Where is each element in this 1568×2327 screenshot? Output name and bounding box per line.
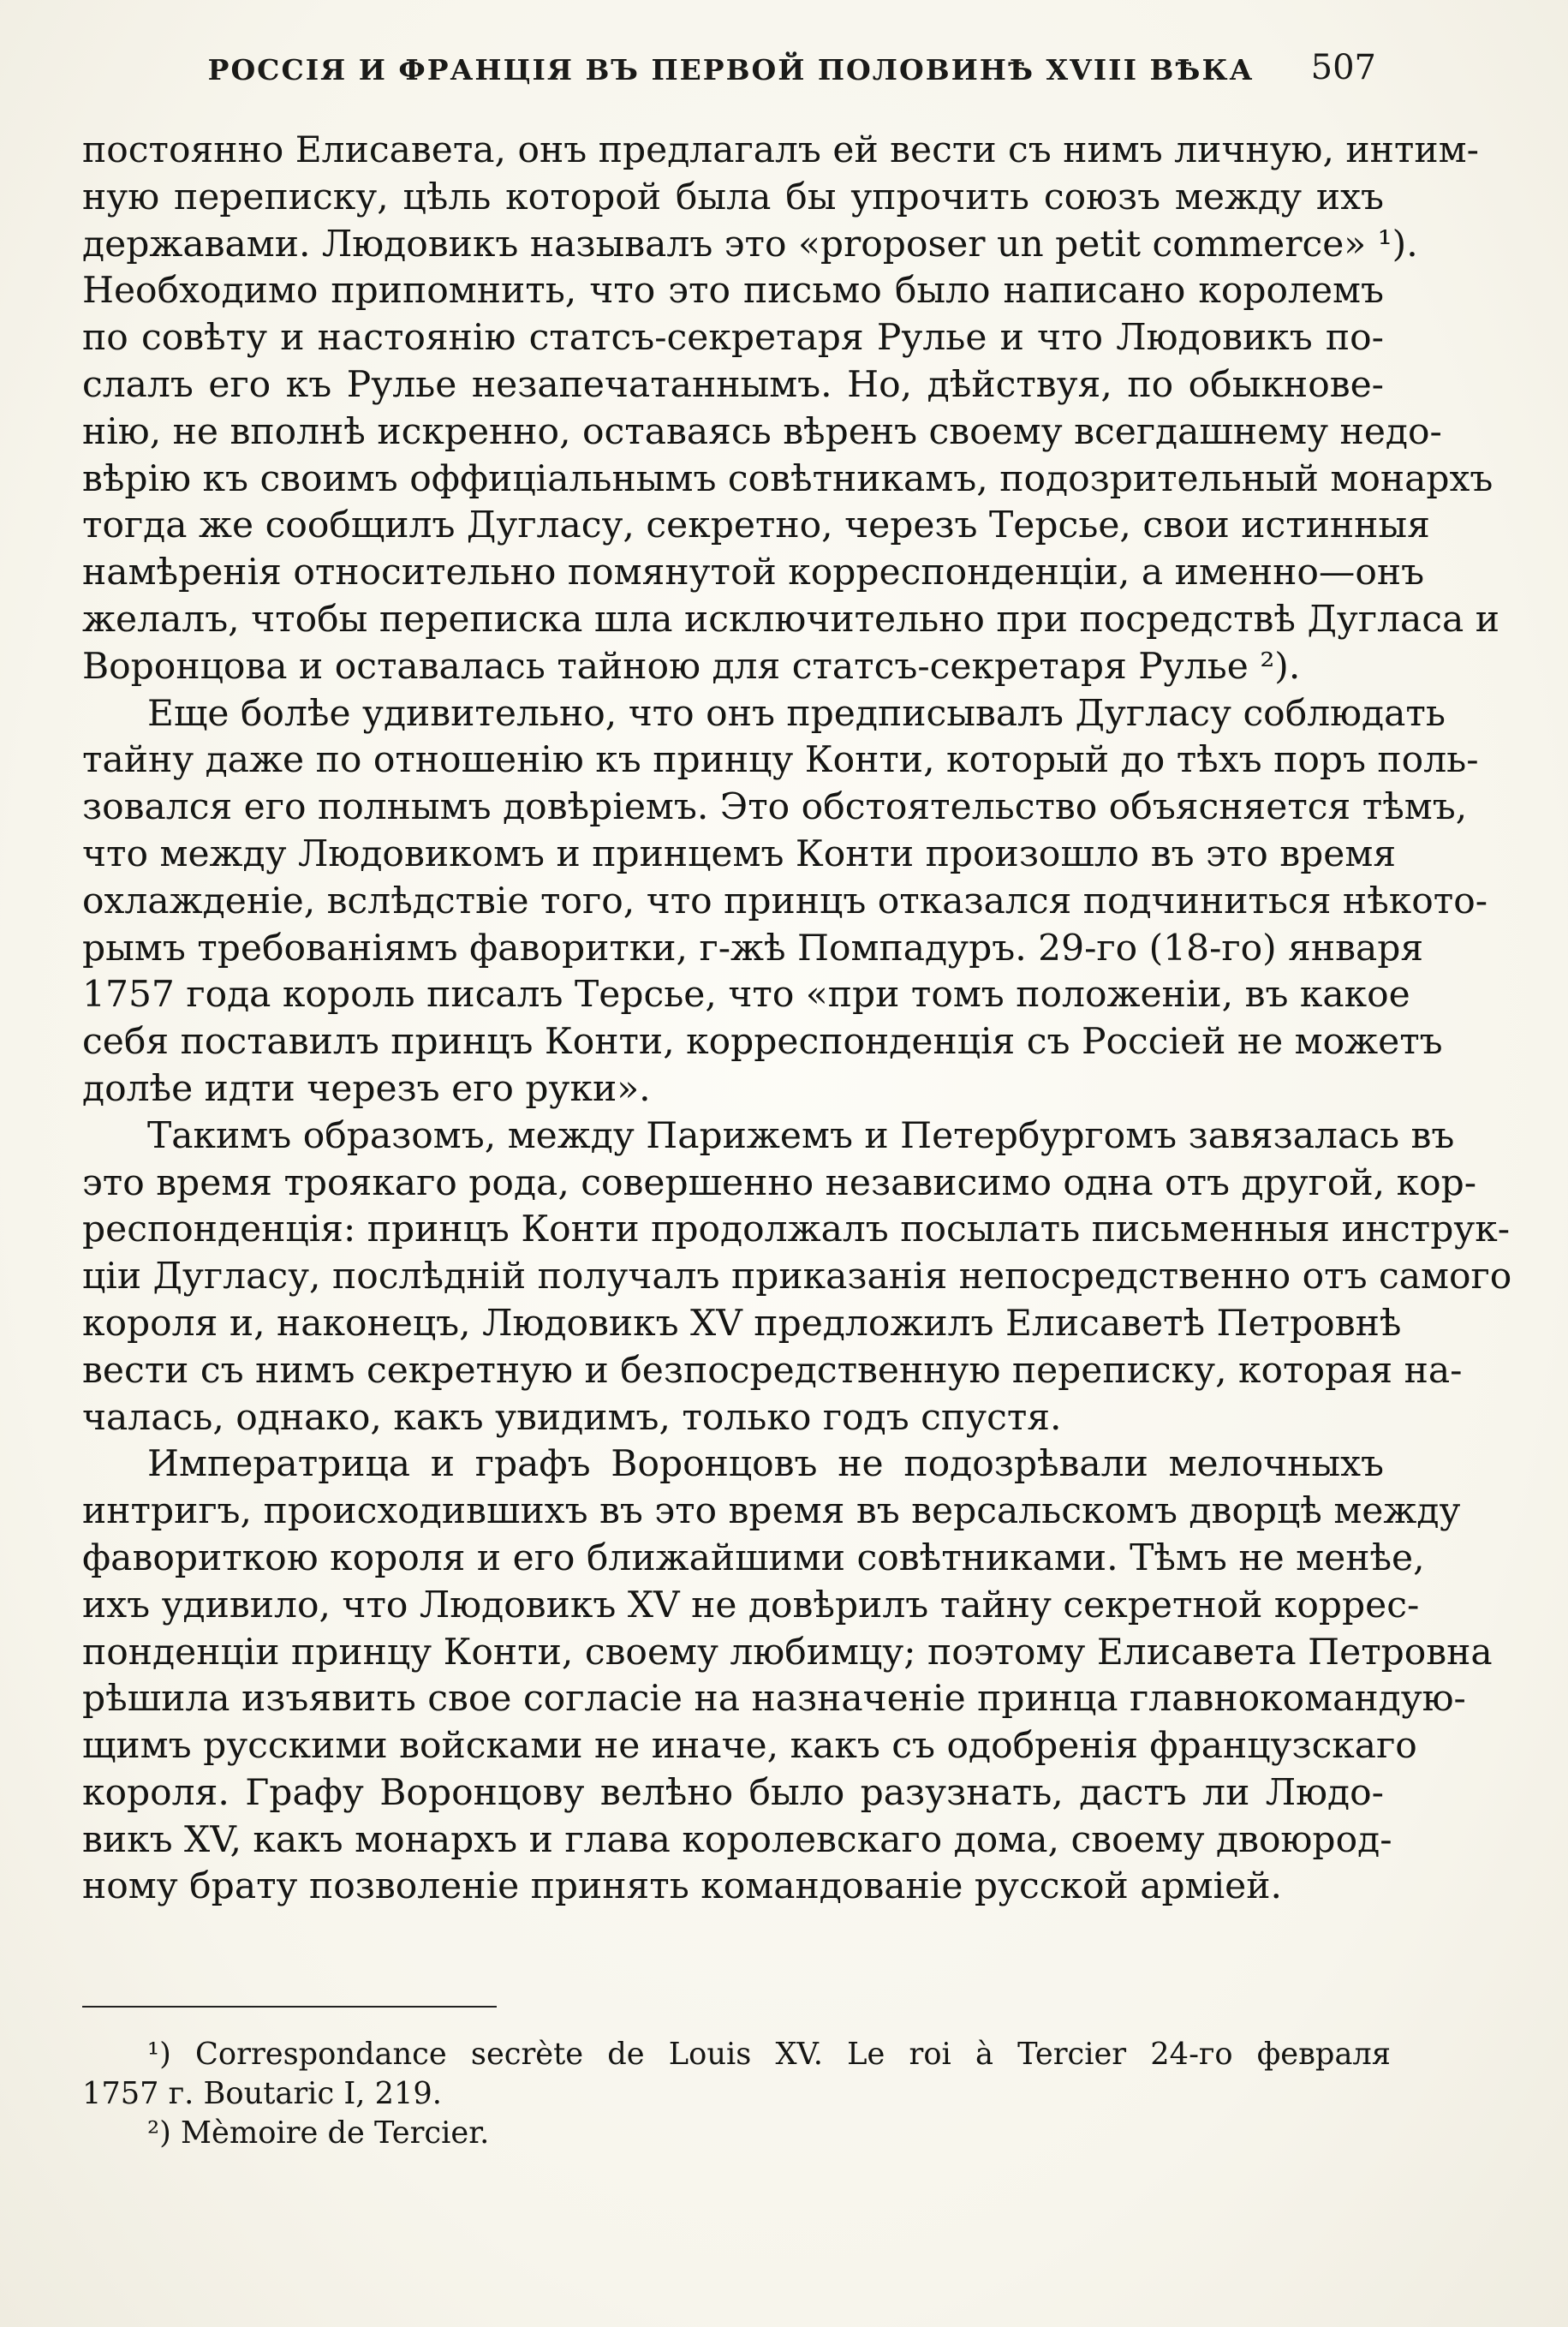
footnote-1-line-1: ¹) Correspondance secrète de Louis XV. Le roi à Tercier 24-го февраля (147, 2037, 1391, 2072)
text-line: понденціи принцу Конти, своему любимцу; поэтому Елисавета Петровна (82, 1630, 1493, 1673)
text-line: интригъ, происходившихъ въ это время въ версальскомъ дворцѣ между (82, 1489, 1461, 1532)
text-line: постоянно Елисавета, онъ предлагалъ ей вести съ нимъ личную, интим- (82, 128, 1479, 170)
text-line: что между Людовикомъ и принцемъ Конти произошло въ это время (82, 832, 1397, 874)
footnotes (82, 2035, 1391, 2153)
text-line: слалъ его къ Рулье незапечатаннымъ. Но, дѣйствуя, по обыкнове- (82, 362, 1384, 405)
text-line: викъ XV, какъ монархъ и глава королевскаго дома, своему двоюрод- (82, 1817, 1392, 1860)
text-line: фавориткою короля и его ближайшими совѣтниками. Тѣмъ не менѣе, (82, 1536, 1425, 1578)
text-line: нію, не вполнѣ искренно, оставаясь вѣренъ своему всегдашнему недо- (82, 409, 1442, 452)
text-line: чалась, однако, какъ увидимъ, только годъ спустя. (82, 1395, 1062, 1438)
text-line: зовался его полнымъ довѣріемъ. Это обстоятельство объясняется тѣмъ, (82, 785, 1468, 828)
text-line: по совѣту и настоянію статсъ-секретаря Рулье и что Людовикъ по- (82, 316, 1384, 359)
text-line: Необходимо припомнить, что это письмо было написано королемъ (82, 269, 1384, 312)
text-line: желалъ, чтобы переписка шла исключительно при посредствѣ Дугласа и (82, 597, 1500, 640)
text-line-paragraph-start: Такимъ образомъ, между Парижемъ и Петербургомъ завязалась въ (147, 1113, 1455, 1156)
text-line: вести съ нимъ секретную и безпосредственную переписку, которая на- (82, 1348, 1463, 1391)
text-line: намѣренія относительно помянутой корреспонденціи, а именно—онъ (82, 551, 1425, 594)
text-line: 1757 года король писалъ Терсье, что «при томъ положеніи, въ какое (82, 973, 1410, 1016)
footnote-divider (82, 2006, 497, 2008)
text-line: короля. Графу Воронцову велѣно было разузнать, дастъ ли Людо- (82, 1770, 1384, 1813)
footnote-1-line-2: 1757 г. Boutaric I, 219. (82, 2076, 442, 2111)
text-line: долѣе идти черезъ его руки». (82, 1066, 651, 1109)
text-line: рѣшила изъявить свое согласіе на назначеніе принца главнокомандую- (82, 1677, 1466, 1720)
main-text (82, 127, 1512, 1910)
text-line: тайну даже по отношенію къ принцу Конти, который до тѣхъ поръ поль- (82, 738, 1479, 781)
text-line: респонденція: принцъ Конти продолжалъ посылать письменныя инструк- (82, 1208, 1511, 1250)
text-line: ному брату позволеніе принять командованіе русской арміей. (82, 1865, 1282, 1907)
text-line-paragraph-start: Еще болѣе удивительно, что онъ предписывалъ Дугласу соблюдать (147, 691, 1446, 734)
text-line: Воронцова и оставалась тайною для статсъ-секретаря Рулье ²). (82, 644, 1301, 687)
running-title: РОССІЯ И ФРАНЦІЯ ВЪ ПЕРВОЙ ПОЛОВИНѢ XVIII ВѢКА (207, 53, 1255, 87)
text-line: короля и, наконецъ, Людовикъ XV предложилъ Елисаветѣ Петровнѣ (82, 1301, 1402, 1344)
text-line: ную переписку, цѣль которой была бы упрочить союзъ между ихъ (82, 175, 1384, 218)
text-line: щимъ русскими войсками не иначе, какъ съ одобренія французскаго (82, 1724, 1417, 1767)
text-line: охлажденіе, вслѣдствіе того, что принцъ отказался подчиниться нѣкото- (82, 879, 1488, 922)
text-line: рымъ требованіямъ фаворитки, г-жѣ Помпадуръ. 29-го (18-го) января (82, 926, 1424, 969)
text-line: ціи Дугласу, послѣдній получалъ приказанія непосредственно отъ самого (82, 1255, 1512, 1298)
text-line: вѣрію къ своимъ оффиціальнымъ совѣтникамъ, подозрительный монархъ (82, 456, 1493, 499)
text-line: ихъ удивило, что Людовикъ XV не довѣрилъ тайну секретной коррес- (82, 1583, 1420, 1626)
text-line: державами. Людовикъ называлъ это «proposer un petit commerce» ¹). (82, 222, 1418, 265)
text-line: себя поставилъ принцъ Конти, корреспонденція съ Россіей не можетъ (82, 1020, 1443, 1063)
text-line: это время троякаго рода, совершенно независимо одна отъ другой, кор- (82, 1161, 1477, 1203)
footnote-2: ²) Mèmoire de Tercier. (147, 2115, 490, 2151)
page-number: 507 (1310, 48, 1376, 87)
text-line: тогда же сообщилъ Дугласу, секретно, черезъ Терсье, свои истинныя (82, 504, 1430, 546)
text-line-paragraph-start: Императрица и графъ Воронцовъ не подозрѣвали мелочныхъ (147, 1442, 1384, 1485)
